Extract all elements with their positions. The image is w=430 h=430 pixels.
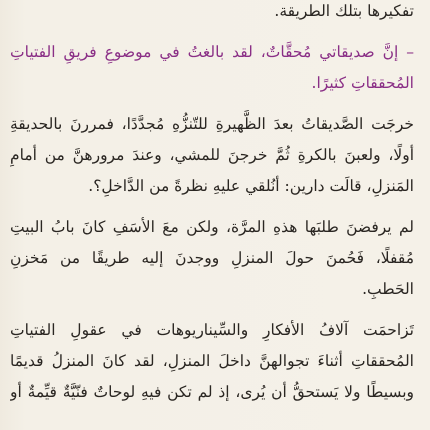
paragraph-gap	[10, 27, 414, 37]
paragraph-narration-intro	[10, 0, 414, 27]
text-line: خرجَت الصَّديقاتُ بعدَ الظَّهيرةِ للتّنزُّهِ مُجدَّدًا، فمررنَ بالحديقةِ	[10, 115, 414, 133]
text-line: المُحققاتِ أثناءَ تجوالهنَّ داخلَ المنزلِ، لقد كانَ المنزلُ قديمًا	[10, 352, 414, 370]
text-line: المَنزلِ، قالَت دارين: أنُلقي عليهِ نظرةً من الدَّاخلِ؟.	[88, 177, 414, 195]
text-line: لم يرفضنَ طلبَها هذهِ المرَّة، ولكن معَ الأسَفِ كانَ بابُ البيتِ	[10, 218, 414, 236]
text-line: أولًا، ولعبنَ بالكرةِ ثُمَّ خرجنَ للمشي، وعندَ مرورهنَّ من أمامِ	[10, 146, 414, 164]
text-line: وبسيطًا ولا يَستحقُّ أن يُرى، إذ لم تكن فيهِ لوحاتٌ فنّيَّةٌ قيِّمةٌ أو	[10, 383, 414, 401]
story-text	[10, 0, 414, 408]
text-line: مُقفلًا، فَحُمنَ حولَ المنزلِ ووجدنَ إليه طريقًا من مَخزنِ	[10, 249, 414, 267]
paragraph-narration-door	[10, 212, 414, 305]
paragraph-gap	[10, 305, 414, 315]
text-line: المُحققاتِ كثيرًا.	[311, 74, 414, 92]
paragraph-gap	[10, 99, 414, 109]
text-line: تفكيرها بتلك الطريقة.	[274, 2, 414, 20]
paragraph-narration-house	[10, 315, 414, 408]
paragraph-gap	[10, 202, 414, 212]
paragraph-narration-walk	[10, 109, 414, 202]
text-line: الحَطبِ.	[362, 280, 414, 298]
text-line: تَزاحمَت آلافُ الأفكارِ والسِّيناريوهات في عقولِ الفتياتِ	[10, 321, 414, 339]
paragraph-dialogue	[10, 37, 414, 99]
text-line: – إنَّ صديقاتي مُحقَّاتٌ، لقد بالغتُ في موضوعِ فريقِ الفتياتِ	[10, 43, 414, 61]
